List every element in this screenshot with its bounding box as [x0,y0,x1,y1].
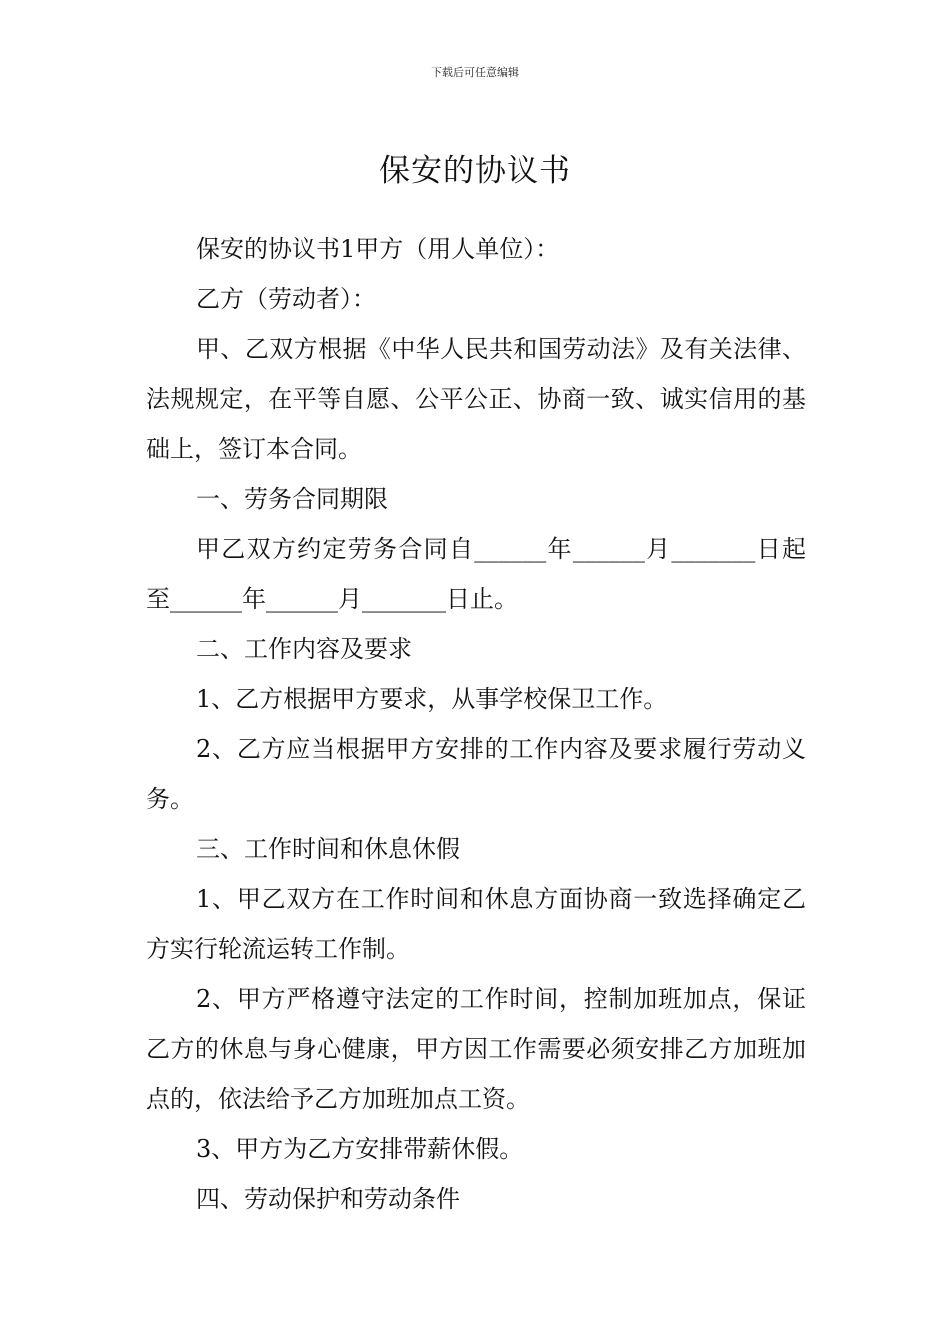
paragraph-work-hours-3: 3、甲方为乙方安排带薪休假。 [196,1135,524,1163]
section-heading-work-content: 二、工作内容及要求 [196,635,412,663]
section-heading-term: 一、劳务合同期限 [196,485,388,513]
document-body [146,224,806,1224]
paragraph-party-b: 乙方（劳动者）： [196,285,376,313]
section-heading-work-hours: 三、工作时间和休息休假 [196,835,460,863]
section-heading-labor-protection: 四、劳动保护和劳动条件 [196,1185,460,1213]
paragraph-work-content-1: 1、乙方根据甲方要求，从事学校保卫工作。 [196,685,668,713]
paragraph-party-a: 保安的协议书1甲方（用人单位）： [196,235,560,263]
header-note: 下载后可任意编辑 [431,66,519,79]
paragraph-work-hours-2: 2、甲方严格遵守法定的工作时间，控制加班加点，保证乙方的休息与身心健康，甲方因工作需要必须安排乙方加班加点的，依法给予乙方加班加点工资。 [146,985,806,1113]
paragraph-work-hours-1: 1、甲乙双方在工作时间和休息方面协商一致选择确定乙方实行轮流运转工作制。 [146,885,806,963]
paragraph-term-dates: 甲乙双方约定劳务合同自______年______月_______日起至______年______月_______日止。 [146,535,806,613]
paragraph-work-content-2: 2、乙方应当根据甲方安排的工作内容及要求履行劳动义务。 [146,735,806,813]
document-title: 保安的协议书 [379,152,571,189]
paragraph-preamble: 甲、乙双方根据《中华人民共和国劳动法》及有关法律、法规规定，在平等自愿、公平公正、协商一致、诚实信用的基础上，签订本合同。 [146,335,806,463]
